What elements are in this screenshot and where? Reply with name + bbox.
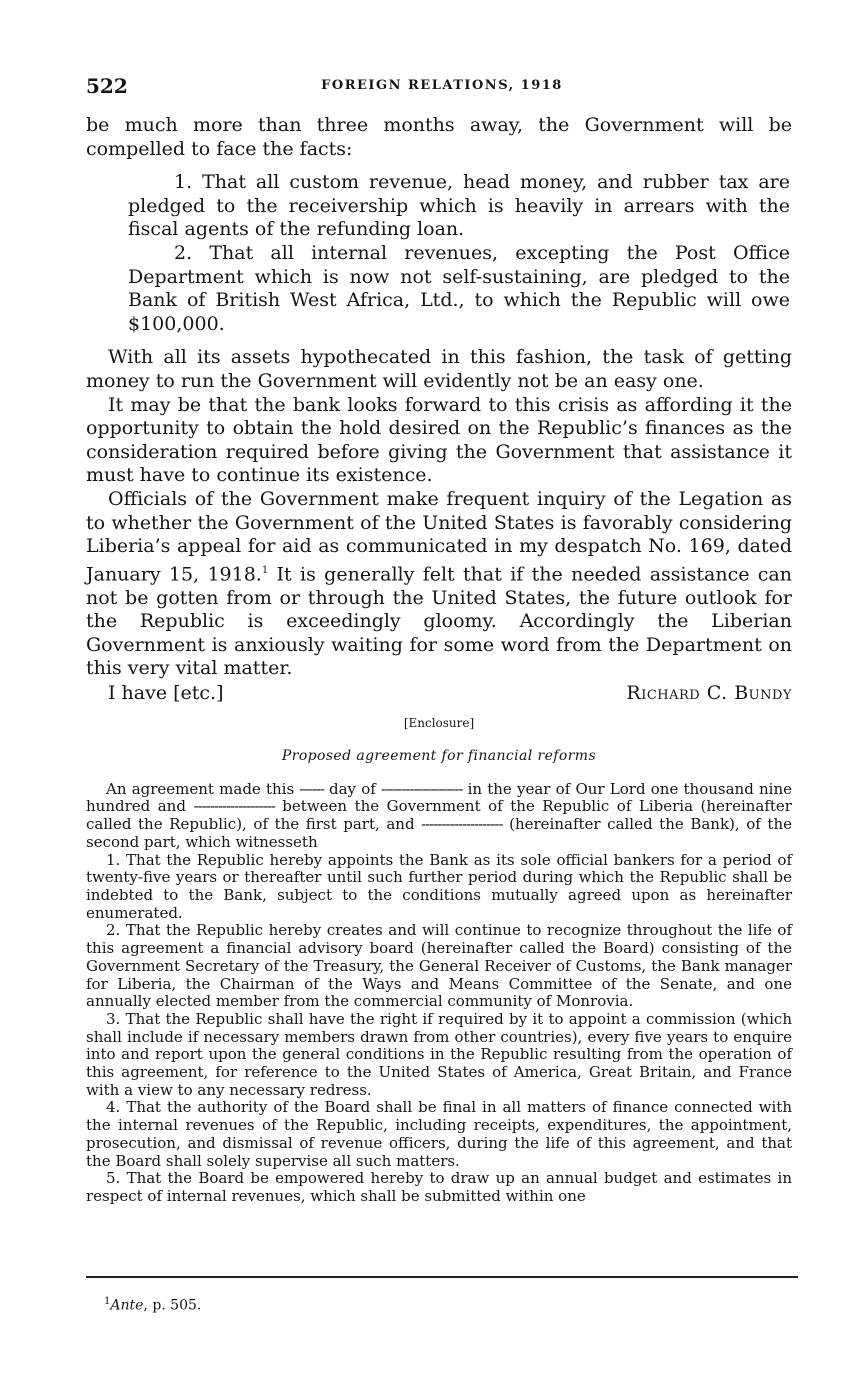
blank-day: ------ [299, 779, 324, 798]
agreement-clause: 2. That the Republic hereby creates and will continue to recognize throughout the life of this agreement a financial advisory board (hereinafter called the Board) consisting of the Government Secretary of the Treasury, the General Receiver of Customs, the Bank manager for Liberia, the Chairman of the Ways and Means Committee of the Senate, and one annually elected member from the commercial community of Monrovia. [86, 921, 792, 1011]
officials-text-a: Officials of the Government make frequent inquiry of the Legation as to whether the Government of the United States is favorably considering Liberia’s appeal for aid as communicated in my despatch No. 169, dated January 15, 1918. [86, 487, 792, 586]
opening-part: in the year of Our Lord one thousand nine hundred and [86, 779, 792, 816]
agreement-title: Proposed agreement for financial reforms [281, 748, 597, 765]
agreement-text [86, 781, 792, 1206]
agreement-clause: 5. That the Board be empowered hereby to draw up an annual budget and estimates in respect of internal revenues, which shall be submitted within one [86, 1169, 792, 1205]
closing-text: I have [etc.] [108, 681, 224, 704]
agreement-clause: 3. That the Republic shall have the right if required by it to appoint a commission (which shall include if necessary members drawn from other countries), every five years to enquire into and report upon the general conditions in the Republic resulting from the operation of this agreement, for reference to the United States of America, Great Britain, and France with a view to any necessary redress. [86, 1009, 792, 1099]
page-header [86, 74, 798, 100]
page-number: 522 [86, 74, 128, 98]
officials-paragraph [86, 488, 792, 681]
blank-year: -------------------- [193, 797, 275, 816]
assets-paragraph: With all its assets hypothecated in this fashion, the task of getting money to run the Government will evidently not be an easy one. [86, 346, 792, 392]
signature: Richard C. Bundy [626, 681, 792, 704]
footnote-divider [86, 1276, 798, 1278]
running-title: FOREIGN RELATIONS, 1918 [321, 78, 563, 93]
fact-item: 2. That all internal revenues, excepting the Post Office Department which is now not self-sustaining, are pledged to the Bank of British West Africa, Ltd., to which the Republic will owe $100,000. [128, 241, 790, 335]
footnote-page: , p. 505. [143, 1297, 202, 1314]
enclosure-label: [Enclosure] [403, 715, 475, 730]
opening-part: day of [323, 779, 382, 798]
fact-item: 1. That all custom revenue, head money, and rubber tax are pledged to the receivership which is heavily in arrears with the fiscal agents of the refunding loan. [128, 171, 790, 241]
intro-paragraph: be much more than three months away, the Government will be compelled to face the facts: [86, 114, 792, 160]
bank-paragraph: It may be that the bank looks forward to this crisis as affording it the opportunity to obtain the hold desired on the Republic’s finances as the consideration required before giving the Government that assistance it must have to continue its existence. [86, 393, 792, 487]
footnote [104, 1296, 201, 1314]
agreement-clause: 4. That the authority of the Board shall be final in all matters of finance connected with the internal revenues of the Republic, including receipts, expenditures, the appointment, prosecution, and dismissal of revenue officers, during the life of this agreement, and that the Board shall solely supervise all such matters. [86, 1098, 792, 1170]
officials-text-b: It is generally felt that if the needed assistance can not be gotten from or through the United States, the future outlook for the Republic is exceedingly gloomy. Accordingly the Liberian Government is anxiously waiting for some word from the Department on this very vital matter. [86, 563, 792, 680]
opening-part: between the Government of the Republic of Liberia (hereinafter called the Republic), of the first part, and [86, 797, 792, 834]
agreement-opening [86, 781, 792, 852]
blank-party: -------------------- [421, 815, 503, 834]
opening-part: An agreement made this [106, 779, 300, 798]
footnote-reference: 1 [261, 564, 269, 576]
blank-month: -------------------- [381, 779, 463, 798]
letter-body [86, 114, 792, 1206]
closing-line [86, 682, 792, 706]
facts-list [128, 171, 790, 336]
footnote-number: 1 [104, 1296, 111, 1307]
footnote-ante: Ante [110, 1297, 144, 1314]
opening-part: (hereinafter called the Bank), of the second part, which witnesseth [86, 815, 792, 851]
agreement-clause: 1. That the Republic hereby appoints the Bank as its sole official bankers for a period of twenty-five years or thereafter until such further period during which the Republic shall be indebted to the Bank, subject to the conditions mutually agreed upon as hereinafter enumerated. [86, 850, 792, 922]
